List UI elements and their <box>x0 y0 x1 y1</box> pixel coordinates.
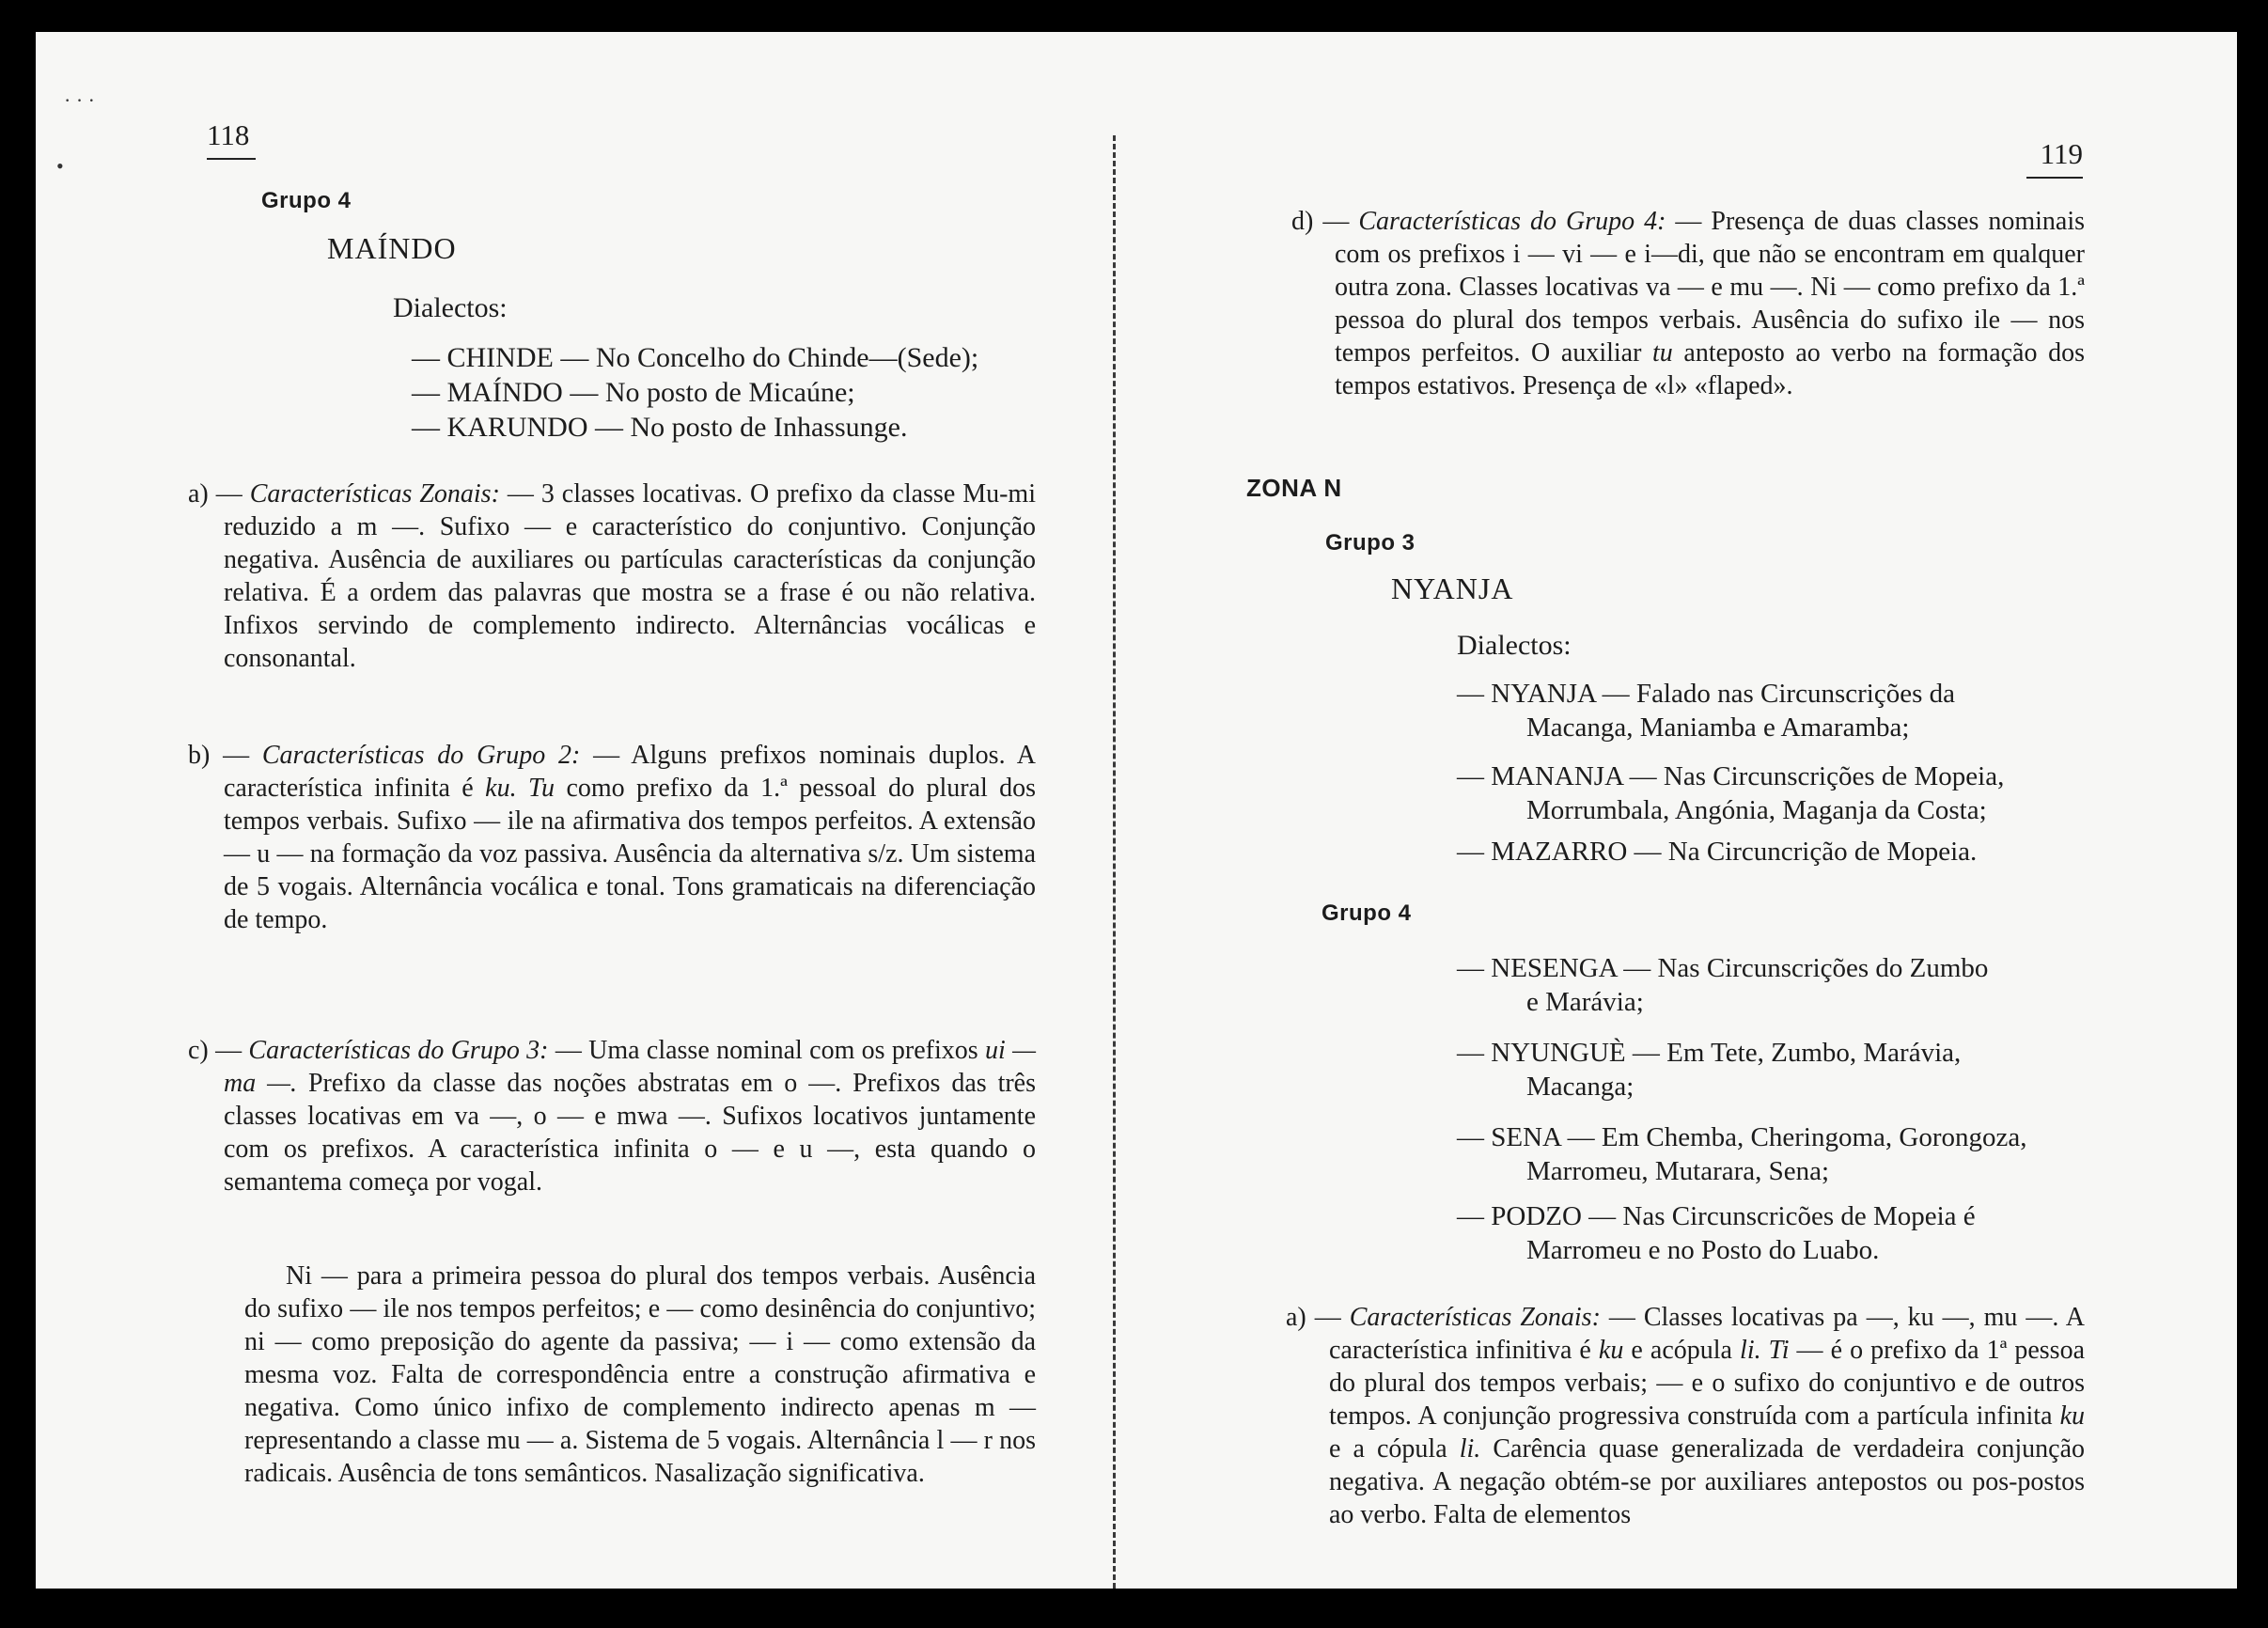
section-a-text: e acópula <box>1631 1336 1732 1365</box>
page-number: 118 <box>207 118 256 160</box>
dialect-item: — PODZO — Nas Circunscricões de Mopeia é <box>1457 1201 1976 1231</box>
dialects-label: Dialectos: <box>393 292 508 323</box>
language-title: NYANJA <box>1391 571 1514 605</box>
section-a-italic: ku <box>1598 1336 1624 1365</box>
dialect-item: — MANANJA — Nas Circunscrições de Mopeia, <box>1457 761 2005 791</box>
page-gutter <box>1113 135 1116 1589</box>
dialect-item-cont: e Marávia; <box>1526 987 1644 1017</box>
dialect-item: — CHINDE — No Concelho do Chinde—(Sede); <box>412 342 979 373</box>
dialect-item: — NESENGA — Nas Circunscrições do Zumbo <box>1457 953 1989 983</box>
section-b-group2 <box>188 739 1036 936</box>
section-b-heading: Características do Grupo 2: <box>261 741 581 770</box>
dialect-item: — NYANJA — Falado nas Circunscrições da <box>1457 679 1955 709</box>
section-b-italic: Tu <box>528 774 555 803</box>
paragraph-ni: Ni — para a primeira pessoa do plural dos tempos verbais. Ausência do sufixo — ile nos tempos perfeitos; e — como desinência do conjuntivo; ni — como preposição do agente da passiva; — i — como extensão da mesma voz. Falta de correspondência entre a construção afirmativa e negativa. Como único infixo de complemento indirecto apenas m — representando a classe mu — a. Sistema de 5 vogais. Alternância l — r nos radicais. Ausência de tons semânticos. Nasalização significativa. <box>244 1261 1036 1488</box>
group-label: Grupo 4 <box>261 188 352 213</box>
dialect-item: — SENA — Em Chemba, Cheringoma, Gorongoza, Marromeu, Mutarara, Sena; <box>1457 1122 2027 1186</box>
section-a-label: a) — <box>1286 1303 1341 1332</box>
section-a-text: Carência quase generalizada de verdadeira conjunção negativa. A negação obtém-se por auxiliares antepostos ou pos-postos ao verbo. Falta de elementos <box>1329 1434 2086 1529</box>
group4-label: Grupo 4 <box>1322 900 1412 926</box>
dialect-item-cont: Macanga, Maniamba e Amaramba; <box>1526 712 1910 743</box>
dialect-item: — MAZARRO — Na Circuncrição de Mopeia. <box>1457 837 1978 867</box>
book-spread <box>36 32 2237 1589</box>
section-a-label: a) — <box>188 479 242 509</box>
section-c-italic: ui — ma —. <box>224 1036 1036 1098</box>
section-d-label: d) — <box>1291 207 1350 236</box>
section-a-italic: li. Ti <box>1740 1336 1790 1365</box>
dialect-item: — KARUNDO — No posto de Inhassunge. <box>412 412 908 443</box>
section-c-label: c) — <box>188 1036 242 1065</box>
zone-label: ZONA N <box>1246 474 1342 502</box>
language-title: MAÍNDO <box>327 231 457 265</box>
section-b-italic: ku. <box>485 774 517 803</box>
group3-label: Grupo 3 <box>1325 530 1416 556</box>
dialect-item-cont: Macanga; <box>1526 1072 1635 1102</box>
dialect-item: — MAÍNDO — No posto de Micaúne; <box>412 377 855 408</box>
section-a-italic: li. <box>1459 1434 1481 1464</box>
section-a-text: — 3 classes locativas. O prefixo da classe Mu-mi reduzido a m —. Sufixo — e característico do conjuntivo. Conjunção negativa. Ausência de auxiliares ou partículas características da conjunção relativa. É a ordem das palavras que mostra se a frase é ou não relativa. Infixos servindo de complemento indirecto. Alternâncias vocálicas e consonantal. <box>224 479 1036 673</box>
section-a-heading: Características Zonais: <box>1349 1303 1601 1332</box>
section-a-text: — Classes locativas pa —, ku —, mu —. A característica infinitiva é <box>1329 1303 2085 1365</box>
left-page <box>36 32 1117 1589</box>
dialect-item-cont: Marromeu e no Posto do Luabo. <box>1526 1235 1880 1265</box>
page-number: 119 <box>2026 137 2083 179</box>
dialects-label: Dialectos: <box>1457 630 1572 661</box>
section-d-text: anteposto ao verbo na formação dos tempos estativos. Presença de «l» «flaped». <box>1335 338 2085 400</box>
dialect-item-cont: Morrumbala, Angónia, Maganja da Costa; <box>1526 795 1987 825</box>
section-c-group3 <box>188 1034 1036 1198</box>
section-b-text: — Alguns prefixos nominais duplos. A característica infinita é <box>224 741 1037 803</box>
section-c-text: — Uma classe nominal com os prefixos <box>555 1036 978 1065</box>
dialect-item: — NYUNGUÈ — Em Tete, Zumbo, Marávia, <box>1457 1038 1962 1068</box>
section-a-text: — é o prefixo da 1ª pessoa do plural dos tempos verbais; — e o sufixo do conjuntivo e de outros tempos. A conjunção progressiva construída com a partícula infinita <box>1329 1336 2085 1431</box>
section-d-heading: Características do Grupo 4: <box>1358 207 1666 236</box>
section-d-text: — Presença de duas classes nominais com os prefixos i — vi — e i—di, que não se encontram em qualquer outra zona. Classes locativas va — e mu —. Ni — como prefixo da 1.ª pessoa do plural dos tempos verbais. Ausência do sufixo ile — nos tempos perfeitos. O auxiliar <box>1335 207 2086 368</box>
section-b-text: como prefixo da 1.ª pessoal do plural dos tempos verbais. Sufixo — ile na afirmativa dos tempos perfeitos. A extensão — u — na formação da voz passiva. Ausência da alternativa s/z. Um sistema de 5 vogais. Alternância vocálica e tonal. Tons gramaticais na diferenciação de tempo. <box>224 774 1037 934</box>
section-c-heading: Características do Grupo 3: <box>248 1036 549 1065</box>
section-a-zonal <box>1286 1301 2085 1531</box>
section-a-italic: ku <box>2059 1401 2085 1431</box>
section-a-text: e a cópula <box>1329 1434 1447 1464</box>
section-a-zonal <box>188 477 1036 675</box>
speck-marks: · · · <box>64 88 95 112</box>
section-a-heading: Características Zonais: <box>249 479 500 509</box>
section-b-label: b) — <box>188 741 250 770</box>
section-c-text: Prefixo da classe das noções abstratas em o —. Prefixos das três classes locativas em va —, o — e mwa —. Sufixos locativos juntamente com os prefixos. A característica infinita o — e u —, esta quando o semantema começa por vogal. <box>224 1069 1037 1197</box>
section-d-group4 <box>1291 205 2085 402</box>
section-d-italic: tu <box>1652 338 1673 368</box>
speck-mark: • <box>56 154 64 178</box>
right-page <box>1117 32 2237 1589</box>
